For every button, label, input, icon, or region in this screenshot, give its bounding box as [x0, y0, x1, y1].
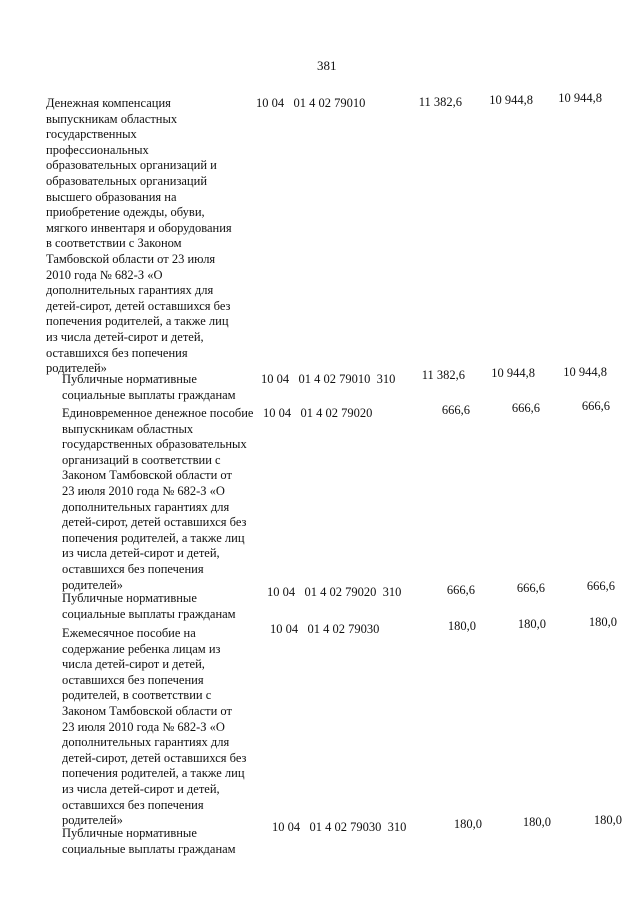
row-codes: 10 04 01 4 02 79030 [270, 622, 380, 636]
row-value-1: 666,6 [446, 583, 475, 597]
row-value-2: 10 944,8 [489, 93, 533, 107]
row-value-2: 180,0 [517, 617, 546, 631]
row-value-2: 666,6 [516, 581, 545, 595]
row-value-1: 11 382,6 [418, 95, 462, 109]
row-value-2: 180,0 [522, 815, 551, 829]
row-description: Денежная компенсация выпускникам областных государственных профессиональных образовательных организаций и образовательных организаций высшего образования на приобретение одежды, обуви, мягкого инвентаря и оборудования в соответствии с Законом Тамбовской области от 23 июля 2010 года № 682-З «О дополнительных гарантиях для детей-сирот, детей оставшихся без попечения родителей, а также лиц из числа детей-сирот и детей, оставшихся без попечения родителей» [46, 96, 232, 376]
row-value-2: 666,6 [511, 401, 540, 415]
row-description: Публичные нормативные социальные выплаты гражданам [62, 372, 236, 402]
row-value-3: 180,0 [593, 813, 622, 827]
row-codes: 10 04 01 4 02 79020 310 [267, 585, 402, 599]
row-value-3: 180,0 [588, 615, 617, 629]
row-value-3: 10 944,8 [563, 365, 607, 379]
row-value-1: 666,6 [441, 403, 470, 417]
row-description: Единовременное денежное пособие выпускникам областных государственных образовательных организаций в соответствии с Законом Тамбовской области от 23 июля 2010 года № 682-З «О дополнительных гарантиях для детей-сирот, детей оставшихся без попечения родителей, а также лиц из числа детей-сирот и детей, оставшихся без попечения родителей» [62, 406, 254, 592]
row-codes: 10 04 01 4 02 79010 310 [261, 372, 396, 386]
page-number: 381 [317, 58, 337, 73]
row-value-1: 180,0 [447, 619, 476, 633]
row-description: Ежемесячное пособие на содержание ребенка лицам из числа детей-сирот и детей, оставшихся без попечения родителей, в соответствии с Законом Тамбовской области от 23 июля 2010 года № 682-З «О дополнительных гарантиях для детей-сирот, детей оставшихся без попечения родителей, а также лиц из числа детей-сирот и детей, оставшихся без попечения родителей» [62, 626, 247, 828]
row-codes: 10 04 01 4 02 79010 [256, 96, 366, 110]
row-value-3: 666,6 [581, 399, 610, 413]
row-value-1: 180,0 [453, 817, 482, 831]
row-value-3: 666,6 [586, 579, 615, 593]
row-value-2: 10 944,8 [491, 366, 535, 380]
row-description: Публичные нормативные социальные выплаты гражданам [62, 826, 236, 856]
row-value-1: 11 382,6 [421, 368, 465, 382]
row-codes: 10 04 01 4 02 79020 [263, 406, 373, 420]
row-description: Публичные нормативные социальные выплаты гражданам [62, 591, 236, 621]
row-value-3: 10 944,8 [558, 91, 602, 105]
row-codes: 10 04 01 4 02 79030 310 [272, 820, 407, 834]
